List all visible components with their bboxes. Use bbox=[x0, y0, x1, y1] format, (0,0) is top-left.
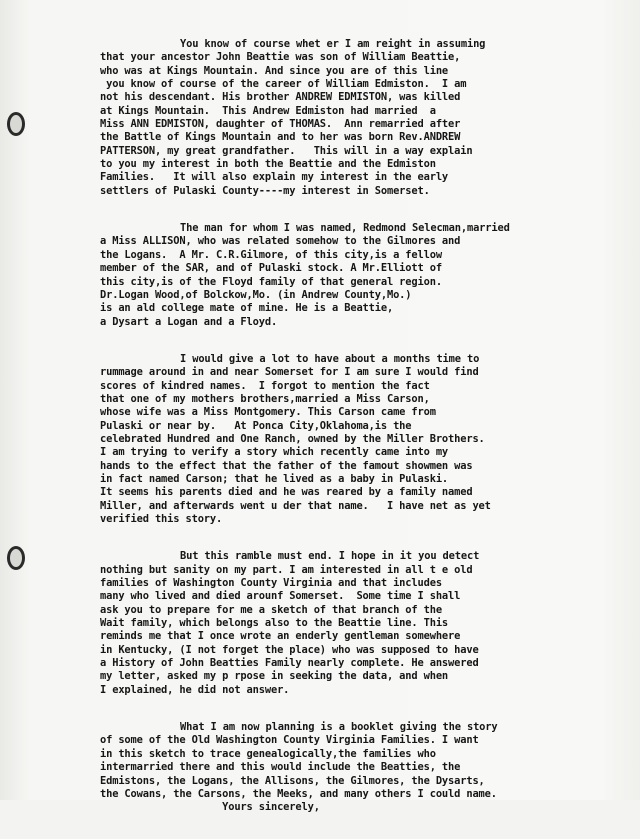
letter-line: What I am now planning is a booklet giving the story bbox=[180, 721, 498, 734]
letter-line: in Kentucky, (I not forget the place) who was supposed to have bbox=[100, 643, 479, 656]
letter-line: hands to the effect that the father of the famout showmen was bbox=[100, 459, 473, 472]
letter-line: in fact named Carson; that he lived as a baby in Pulaski. bbox=[100, 472, 449, 485]
letter-line: I explained, he did not answer. bbox=[100, 683, 290, 696]
letter-line: reminds me that I once wrote an enderly gentleman somewhere bbox=[100, 630, 461, 643]
letter-line: The man for whom I was named, Redmond Selecman,married bbox=[180, 222, 510, 235]
letter-line: the Battle of Kings Mountain and to her was born Rev.ANDREW bbox=[100, 131, 461, 144]
letter-line: that one of my mothers brothers,married a Miss Carson, bbox=[100, 392, 430, 405]
letter-line: verified this story. bbox=[100, 513, 223, 525]
letter-line: rummage around in and near Somerset for I am sure I would find bbox=[100, 366, 479, 379]
letter-line: you know of course of the career of William Edmiston. I am bbox=[100, 78, 467, 91]
letter-line: member of the SAR, and of Pulaski stock. A Mr.Elliott of bbox=[100, 262, 442, 275]
letter-line: not his descendant. His brother ANDREW EDMISTON, was killed bbox=[100, 91, 461, 104]
letter-line: that your ancestor John Beattie was son of William Beattie, bbox=[100, 51, 461, 64]
letter-line: settlers of Pulaski County----my interest in Somerset. bbox=[100, 184, 430, 197]
letter-line: a Miss ALLISON, who was related somehow to the Gilmores and bbox=[100, 235, 461, 248]
letter-paragraph bbox=[100, 222, 635, 329]
punch-hole-icon bbox=[7, 546, 25, 570]
punch-hole-icon bbox=[7, 112, 25, 136]
letter-line: a Dysart a Logan and a Floyd. bbox=[100, 315, 278, 328]
letter-line: Dr.Logan Wood,of Bolckow,Mo. (in Andrew County,Mo.) bbox=[100, 288, 412, 301]
letter-line: intermarried there and this would include the Beatties, the bbox=[100, 761, 461, 774]
letter-line: who was at Kings Mountain. And since you are of this line bbox=[100, 64, 449, 77]
letter-line: to you my interest in both the Beattie and the Edmiston bbox=[100, 158, 436, 171]
letter-line: But this ramble must end. I hope in it you detect bbox=[180, 550, 480, 563]
letter-line: I am trying to verify a story which recently came into my bbox=[100, 446, 449, 459]
letter-paragraph bbox=[100, 38, 635, 198]
letter-line: a History of John Beatties Family nearly complete. He answered bbox=[100, 657, 479, 670]
letter-paragraph bbox=[100, 550, 635, 697]
letter-line: families of Washington County Virginia and that includes bbox=[100, 577, 442, 590]
letter-line: nothing but sanity on my part. I am interested in all t e old bbox=[100, 563, 473, 576]
letter-line: PATTERSON, my great grandfather. This will in a way explain bbox=[100, 144, 473, 157]
letter-line: in this sketch to trace genealogically,the families who bbox=[100, 747, 436, 760]
letter-line: at Kings Mountain. This Andrew Edmiston had married a bbox=[100, 104, 436, 117]
letter-line: is an ald college mate of mine. He is a Beattie, bbox=[100, 302, 394, 315]
letter-line: whose wife was a Miss Montgomery. This Carson came from bbox=[100, 406, 436, 419]
letter-line: You know of course whet er I am reight in assuming bbox=[180, 38, 486, 50]
letter-line: the Cowans, the Carsons, the Meeks, and many others I could name. bbox=[100, 787, 497, 800]
letter-line: Edmistons, the Logans, the Allisons, the Gilmores, the Dysarts, bbox=[100, 774, 485, 787]
letter-line: Miller, and afterwards went u der that name. I have net as yet bbox=[100, 499, 491, 512]
letter-line: I would give a lot to have about a months time to bbox=[180, 352, 480, 365]
letter-line: It seems his parents died and he was reared by a family named bbox=[100, 486, 473, 499]
letter-line: Families. It will also explain my interest in the early bbox=[100, 171, 449, 184]
letter-line: ask you to prepare for me a sketch of that branch of the bbox=[100, 603, 442, 616]
typed-letter-body bbox=[100, 38, 635, 839]
letter-line: Pulaski or near by. At Ponca City,Oklahoma,is the bbox=[100, 419, 412, 432]
letter-line: Wait family, which belongs also to the Beattie line. This bbox=[100, 617, 449, 630]
letter-line: Yours sincerely, bbox=[100, 801, 320, 814]
letter-line: celebrated Hundred and One Ranch, owned by the Miller Brothers. bbox=[100, 432, 485, 445]
letter-line: many who lived and died arounf Somerset. Some time I shall bbox=[100, 590, 461, 603]
letter-line: of some of the Old Washington County Virginia Families. I want bbox=[100, 734, 479, 747]
letter-line: this city,is of the Floyd family of that general region. bbox=[100, 275, 442, 288]
letter-paragraph bbox=[100, 353, 635, 526]
letter-line: scores of kindred names. I forgot to mention the fact bbox=[100, 379, 430, 392]
letter-line: my letter, asked my p rpose in seeking the data, and when bbox=[100, 670, 449, 683]
letter-line: the Logans. A Mr. C.R.Gilmore, of this city,is a fellow bbox=[100, 248, 442, 261]
letter-line: Miss ANN EDMISTON, daughter of THOMAS. Ann remarried after bbox=[100, 118, 461, 131]
letter-paragraph bbox=[100, 721, 635, 814]
